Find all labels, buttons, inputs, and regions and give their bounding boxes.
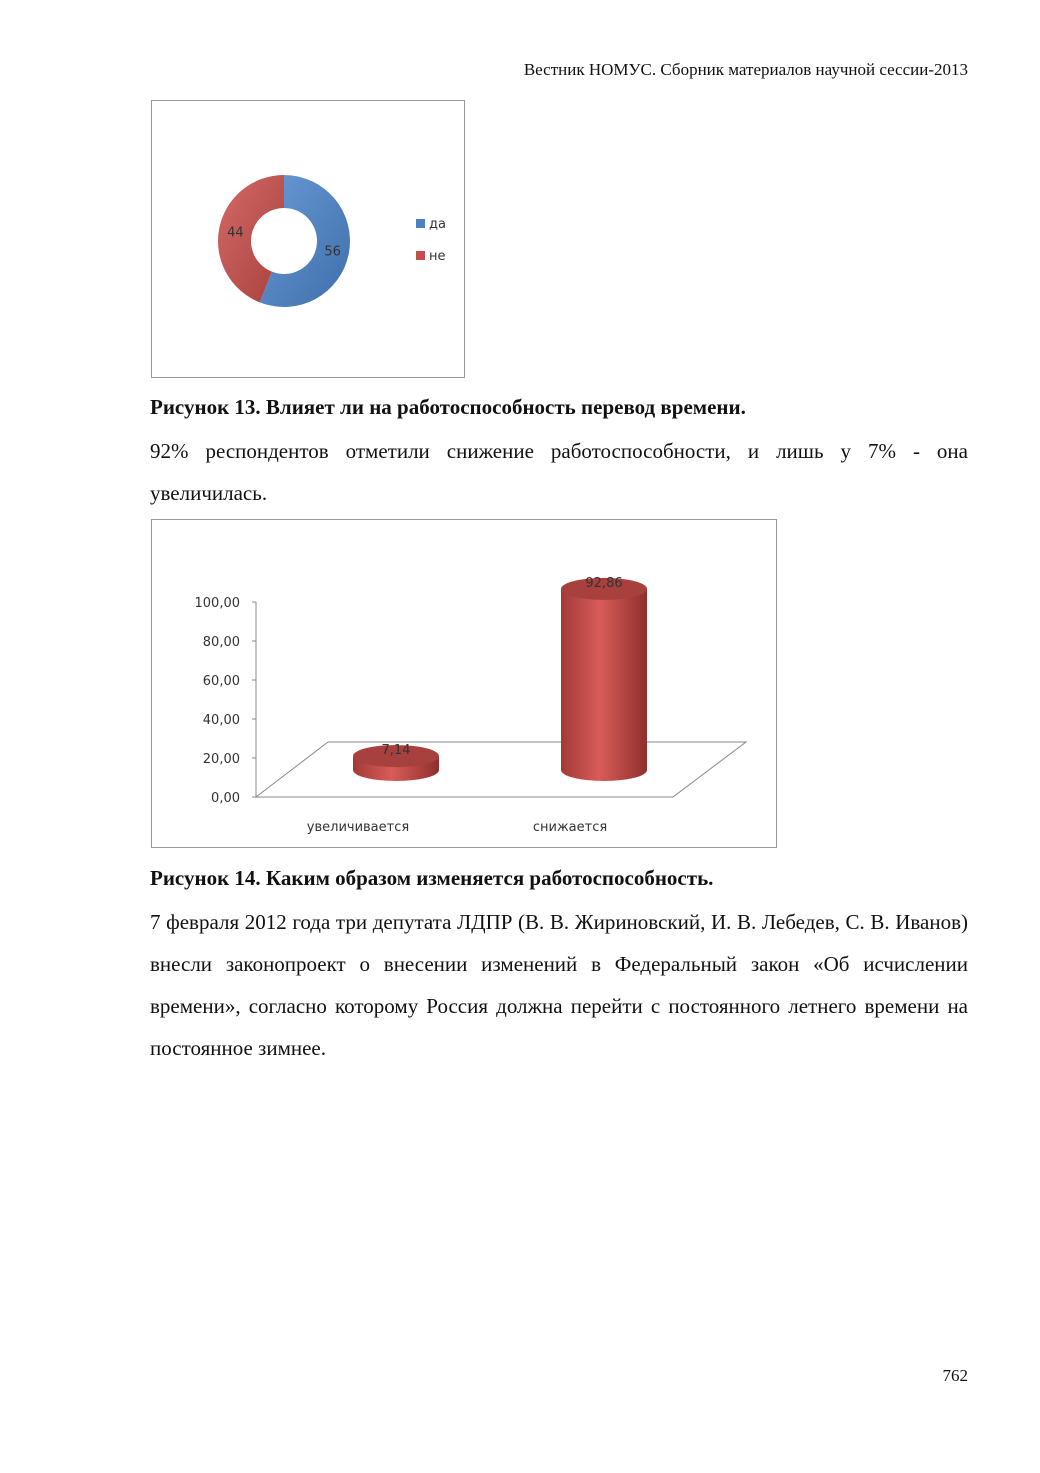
bar-chart-svg [152, 520, 776, 847]
bar-data-label-uvelichivaetsya: 7,14 [381, 743, 411, 759]
page-number: 762 [942, 1366, 968, 1385]
paragraph-2: 7 февраля 2012 года три депутата ЛДПР (В. В. Жириновский, И. В. Лебедев, С. В. Иванов) внесли законопроект о внесении изменений в Федеральный закон «Об исчислении времени», согласно которому Россия должна перейти с постоянного летнего времени на постоянное зимнее. [150, 910, 968, 1060]
paragraph-1: 92% респондентов отметили снижение работоспособности, и лишь у 7% - она увеличилась. [150, 439, 968, 505]
y-tick-label: 0,00 [211, 791, 240, 806]
figure-13-caption: Рисунок 13. Влияет ли на работоспособность перевод времени. [150, 395, 746, 419]
y-tick-label: 40,00 [202, 713, 240, 728]
figure-13-donut-chart [151, 100, 465, 378]
legend-swatch-da [416, 219, 425, 228]
y-tick-label: 20,00 [202, 752, 240, 767]
y-tick-label: 60,00 [202, 674, 240, 689]
bar-snizhaetsya [561, 589, 647, 781]
x-tick-label-uvelichivaetsya: увеличивается [306, 820, 410, 835]
chart-floor [256, 742, 746, 797]
journal-header: Вестник НОМУС. Сборник материалов научной сессии-2013 [523, 60, 968, 79]
x-tick-label-snizhaetsya: снижается [532, 820, 608, 835]
y-tick-label: 80,00 [202, 635, 240, 650]
legend-swatch-ne [416, 251, 425, 260]
legend-label-da: да [429, 217, 446, 232]
donut-data-label-ne: 44 [227, 225, 244, 241]
figure-14-caption: Рисунок 14. Каким образом изменяется работоспособность. [150, 866, 714, 890]
legend-label-ne: не [429, 249, 446, 264]
donut-chart-svg [152, 101, 464, 377]
figure-14-bar-chart [151, 519, 777, 848]
y-tick-label: 100,00 [194, 596, 240, 611]
donut-data-label-da: 56 [324, 244, 341, 260]
bar-data-label-snizhaetsya: 92,86 [585, 575, 623, 591]
